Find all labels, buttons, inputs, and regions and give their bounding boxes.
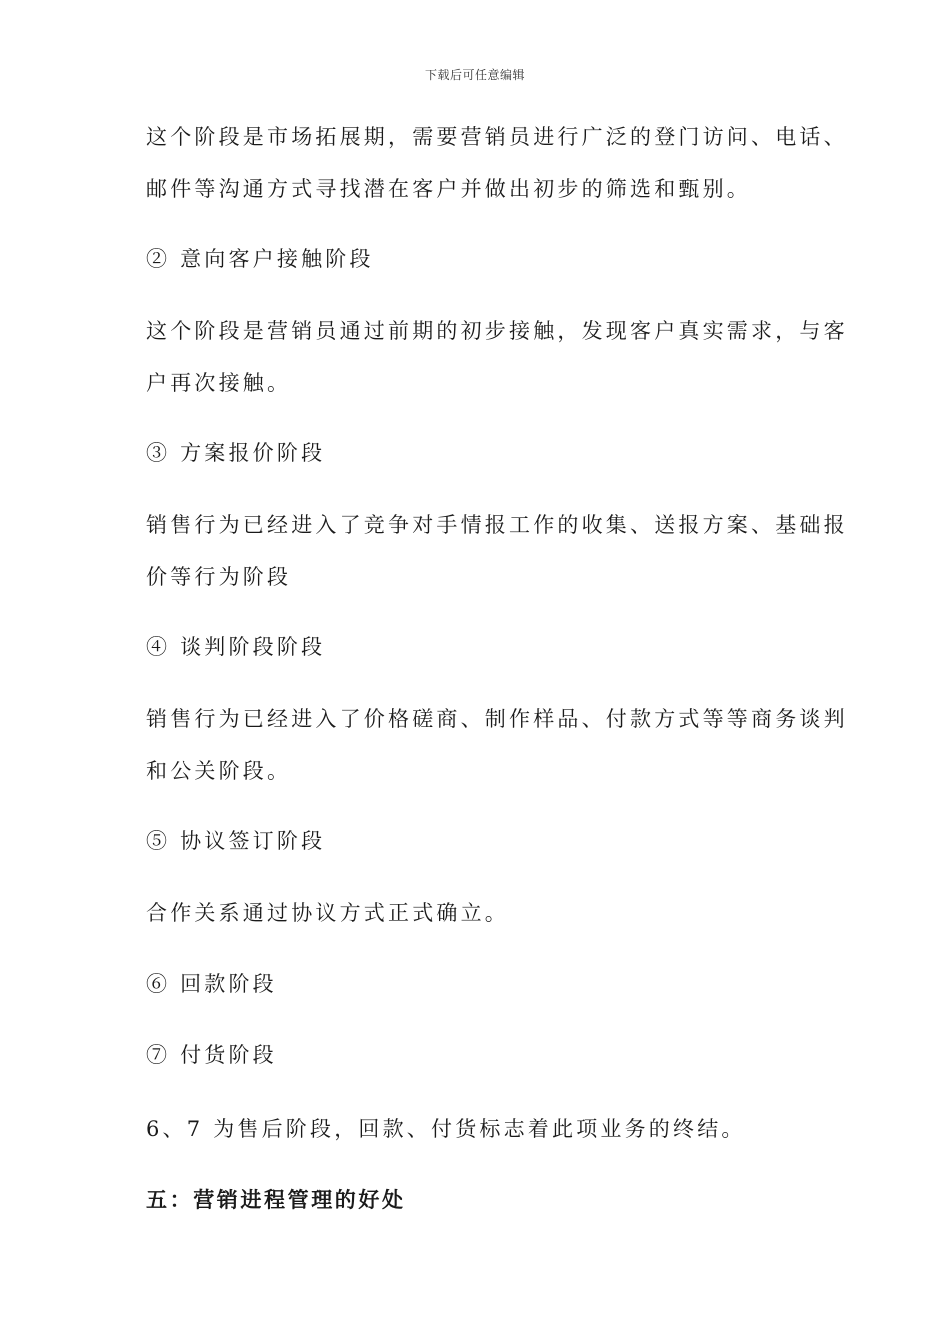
paragraph-line: 销售行为已经进入了竞争对手情报工作的收集、送报方案、基础报: [146, 513, 848, 537]
stage-heading-7: ⑦ 付货阶段: [146, 1043, 277, 1067]
paragraph-line: 和公关阶段。: [146, 759, 292, 783]
paragraph-line: 邮件等沟通方式寻找潜在客户并做出初步的筛选和甄别。: [146, 177, 751, 201]
paragraph-line: 6、7 为售后阶段，回款、付货标志着此项业务的终结。: [146, 1117, 746, 1141]
paragraph-line: 这个阶段是营销员通过前期的初步接触，发现客户真实需求，与客: [146, 319, 848, 343]
stage-heading-4: ④ 谈判阶段阶段: [146, 635, 326, 659]
page-header: 下载后可任意编辑: [424, 68, 525, 82]
stage-heading-6: ⑥ 回款阶段: [146, 972, 277, 996]
stage-heading-2: ② 意向客户接触阶段: [146, 247, 374, 271]
section-heading: 五：营销进程管理的好处: [146, 1187, 406, 1212]
paragraph-line: 合作关系通过协议方式正式确立。: [146, 901, 509, 925]
stage-heading-3: ③ 方案报价阶段: [146, 441, 326, 465]
stage-heading-5: ⑤ 协议签订阶段: [146, 829, 326, 853]
paragraph-line: 户再次接触。: [146, 371, 292, 395]
paragraph-line: 价等行为阶段: [146, 565, 292, 589]
paragraph-line: 销售行为已经进入了价格磋商、制作样品、付款方式等等商务谈判: [146, 707, 848, 731]
paragraph-line: 这个阶段是市场拓展期，需要营销员进行广泛的登门访问、电话、: [146, 125, 848, 149]
